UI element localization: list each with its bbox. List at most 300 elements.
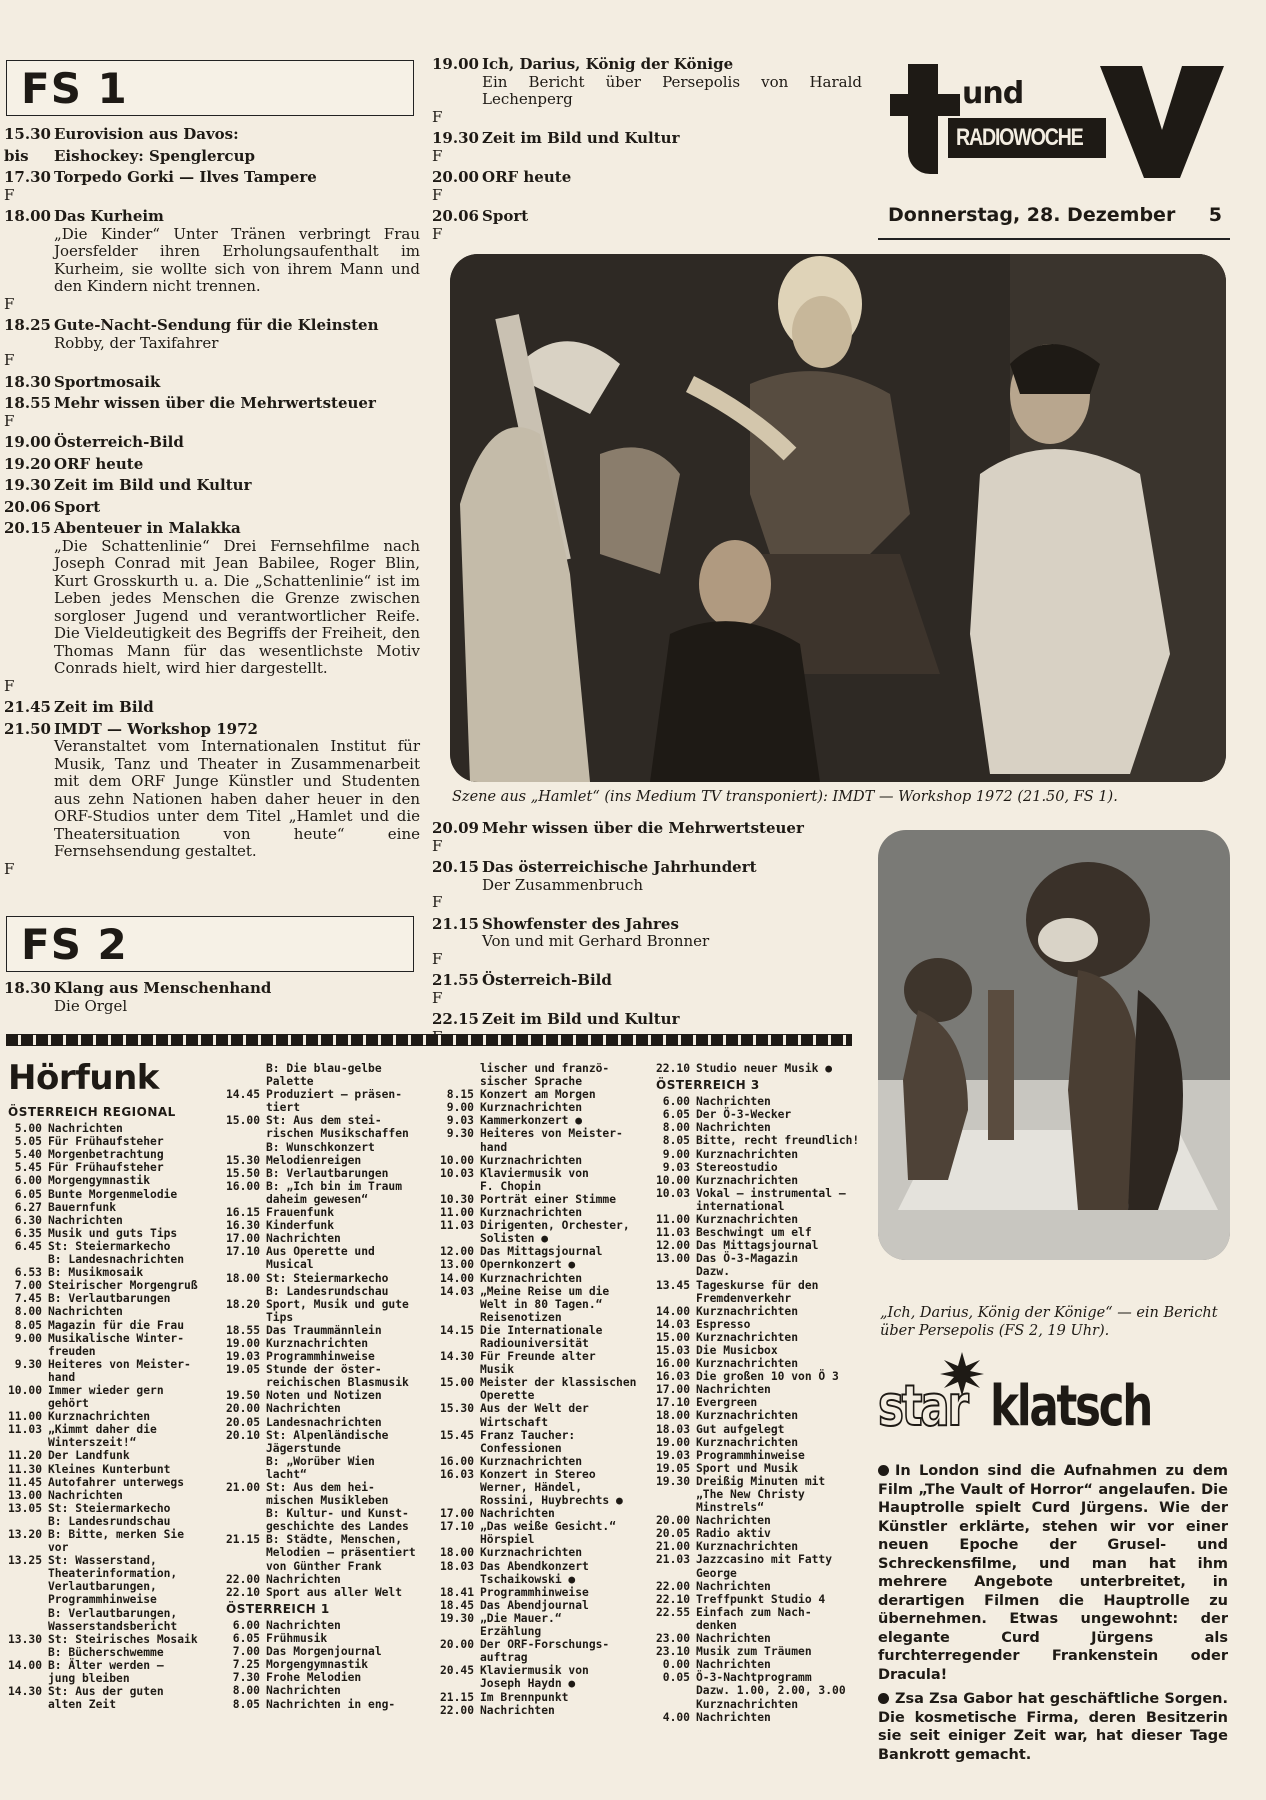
radio-program-row xyxy=(432,1664,644,1690)
program-flag: F xyxy=(4,676,15,695)
radio-program-title: Vokal – instrumental – international xyxy=(696,1186,846,1213)
radio-program-title: Das Mittagsjournal xyxy=(696,1239,819,1253)
program-title: Das österreichische Jahrhundert xyxy=(482,858,757,876)
program-time: 19.00 xyxy=(4,433,51,451)
radio-program-title: Klaviermusik von Joseph Haydn ● xyxy=(480,1664,589,1691)
radio-program-title: Porträt einer Stimme xyxy=(480,1192,617,1206)
radio-program-title: lischer und franzö- sischer Sprache xyxy=(480,1062,610,1089)
radio-program-title: Morgengymnastik xyxy=(266,1658,369,1672)
radio-program-time: 19.50 xyxy=(225,1389,260,1403)
radio-program-time: 12.00 xyxy=(655,1239,690,1253)
radio-program-title: St: Steiermarkecho B: Landesrundschau xyxy=(266,1271,389,1298)
radio-program-title: B: Älter werden – jung bleiben xyxy=(48,1658,164,1686)
radio-program-row xyxy=(218,1272,428,1298)
radio-program-row xyxy=(0,1135,214,1148)
radio-program-row xyxy=(648,1134,860,1147)
radio-program-time: 10.00 xyxy=(655,1173,690,1187)
logo-radiowoche: RADIOWOCHE xyxy=(956,124,1083,151)
radio-program-time: 9.30 xyxy=(14,1357,42,1371)
radio-program-title: Im Brennpunkt xyxy=(480,1690,569,1704)
radio-program-row xyxy=(218,1429,428,1481)
radio-program-time: 17.10 xyxy=(439,1520,474,1534)
radio-program-title: Nachrichten xyxy=(696,1658,771,1672)
radio-program-time: 22.00 xyxy=(439,1703,474,1717)
radio-program-time: 9.00 xyxy=(446,1101,474,1115)
radio-program-time: 17.10 xyxy=(655,1396,690,1410)
program-title: ORF heute xyxy=(482,168,572,186)
radio-program-time: 20.45 xyxy=(439,1664,474,1678)
radio-program-row xyxy=(432,1455,644,1468)
radio-program-time: 21.15 xyxy=(439,1690,474,1704)
radio-program-time: 8.05 xyxy=(232,1697,260,1711)
radio-program-time: 22.00 xyxy=(225,1572,260,1586)
program-time: 19.30 xyxy=(4,476,51,494)
starklatsch-logo xyxy=(878,1352,1230,1439)
program-time: 21.15 xyxy=(432,914,479,933)
radio-program-row xyxy=(218,1245,428,1271)
program-flag: F xyxy=(432,146,443,165)
radio-program-time: 16.00 xyxy=(225,1179,260,1193)
radio-program-time: 16.30 xyxy=(225,1219,260,1233)
radio-program-time: 8.15 xyxy=(446,1088,474,1102)
radio-program-time: 11.00 xyxy=(439,1206,474,1220)
page-number: 5 xyxy=(1208,204,1222,226)
radio-program-time: 15.45 xyxy=(439,1428,474,1442)
radio-program-time: 22.55 xyxy=(655,1605,690,1619)
radio-program-time: 14.03 xyxy=(655,1317,690,1331)
radio-program-title: Nachrichten xyxy=(696,1710,771,1724)
program-entry xyxy=(432,56,862,109)
radio-program-time: 13.20 xyxy=(7,1528,42,1541)
program-title: Showfenster des Jahres xyxy=(482,914,679,933)
radio-program-title: Morgengymnastik xyxy=(48,1174,151,1188)
radio-program-time: 18.00 xyxy=(439,1546,474,1560)
radio-program-row xyxy=(218,1350,428,1363)
radio-program-title: Sport, Musik und gute Tips xyxy=(266,1297,409,1324)
radio-program-time: 14.30 xyxy=(439,1350,474,1364)
radio-program-row xyxy=(218,1573,428,1586)
radio-program-title: Espresso xyxy=(696,1317,751,1331)
radio-program-row xyxy=(648,1148,860,1161)
radio-program-time: 8.00 xyxy=(662,1121,690,1135)
program-time: 21.50 xyxy=(4,719,51,738)
radio-program-row xyxy=(218,1062,428,1088)
hoerfunk-heading: Hörfunk xyxy=(8,1058,159,1098)
radio-program-title: Sport und Musik xyxy=(696,1461,799,1475)
program-body xyxy=(54,395,420,413)
radio-program-row xyxy=(218,1389,428,1402)
program-entry xyxy=(432,169,862,187)
program-entry xyxy=(4,477,420,495)
program-time: bis xyxy=(4,146,29,165)
radio-program-time: 6.00 xyxy=(14,1174,42,1188)
logo-letter-v xyxy=(1100,66,1224,178)
radio-program-title: Noten und Notizen xyxy=(266,1389,382,1403)
program-entry xyxy=(4,520,420,678)
radio-program-title: Kurznachrichten xyxy=(480,1153,583,1167)
radio-program-time: 8.05 xyxy=(14,1318,42,1332)
fs2-evening-program-list xyxy=(432,820,862,1050)
radio-program-time: 19.30 xyxy=(655,1474,690,1488)
program-title: Zeit im Bild und Kultur xyxy=(482,1010,680,1028)
radio-program-row xyxy=(648,1671,860,1710)
radio-program-time: 21.15 xyxy=(225,1533,260,1547)
header-rule xyxy=(878,238,1230,240)
program-entry xyxy=(4,374,420,392)
radio-program-row xyxy=(648,1062,860,1075)
radio-program-time: 18.03 xyxy=(655,1422,690,1436)
radio-program-time: 14.00 xyxy=(7,1658,42,1672)
program-title: Mehr wissen über die Mehrwertsteuer xyxy=(54,394,376,412)
radio-program-time: 7.25 xyxy=(232,1658,260,1672)
radio-station-heading: ÖSTERREICH REGIONAL xyxy=(8,1105,176,1119)
radio-program-title: Kurznachrichten xyxy=(696,1540,799,1554)
radio-program-row xyxy=(0,1476,214,1489)
radio-program-row xyxy=(648,1449,860,1462)
radio-program-title: Nachrichten xyxy=(266,1684,341,1698)
radio-program-time: 14.45 xyxy=(225,1088,260,1102)
radio-program-time: 20.00 xyxy=(655,1514,690,1528)
radio-program-time: 22.00 xyxy=(655,1579,690,1593)
radio-program-title: Musik und guts Tips xyxy=(48,1226,178,1240)
radio-program-row xyxy=(218,1114,428,1153)
radio-program-row xyxy=(432,1258,644,1271)
program-body xyxy=(54,317,420,352)
program-flag: F xyxy=(432,185,443,204)
radio-program-title: Der Ö-3-Wecker xyxy=(696,1108,792,1122)
radio-program-time: 15.00 xyxy=(655,1330,690,1344)
radio-program-title: Kurznachrichten xyxy=(696,1147,799,1161)
radio-program-row xyxy=(218,1154,428,1167)
radio-program-time: 6.45 xyxy=(14,1239,42,1253)
radio-program-time: 5.05 xyxy=(14,1135,42,1149)
radio-program-title: St: Aus dem hei- mischen Musikleben B: Kultur- und Kunst- geschichte des Landes xyxy=(266,1481,409,1534)
radio-program-title: Kleines Kunterbunt xyxy=(48,1462,171,1476)
radio-program-time: 23.10 xyxy=(655,1645,690,1659)
radio-program-time: 18.03 xyxy=(439,1559,474,1573)
radio-program-time: 22.10 xyxy=(225,1585,260,1599)
radio-program-title: Musik zum Träumen xyxy=(696,1645,812,1659)
radio-program-title: Nachrichten xyxy=(696,1514,771,1528)
radio-program-row xyxy=(648,1095,860,1108)
radio-program-title: Evergreen xyxy=(696,1396,758,1410)
radio-program-time: 11.45 xyxy=(7,1475,42,1489)
program-entry xyxy=(4,395,420,413)
program-body xyxy=(482,859,862,894)
radio-program-time: 9.03 xyxy=(662,1160,690,1174)
radio-program-title: Kurznachrichten xyxy=(696,1213,799,1227)
radio-program-title: Das Ö-3-Magazin Dazw. xyxy=(696,1252,799,1279)
program-body xyxy=(482,972,862,990)
radio-program-time: 5.00 xyxy=(14,1122,42,1136)
radio-program-title: Die Internationale Radiouniversität xyxy=(480,1323,603,1350)
radio-program-time: 19.30 xyxy=(439,1611,474,1625)
radio-program-time: 10.30 xyxy=(439,1192,474,1206)
radio-program-row xyxy=(218,1671,428,1684)
radio-program-time: 19.03 xyxy=(655,1448,690,1462)
program-entry xyxy=(4,499,420,517)
radio-program-row xyxy=(648,1161,860,1174)
radio-program-time: 14.03 xyxy=(439,1284,474,1298)
radio-program-row xyxy=(432,1219,644,1245)
program-flag: F xyxy=(4,294,15,313)
masthead-logo xyxy=(888,60,1228,186)
program-flag: F xyxy=(432,949,443,968)
radio-program-row xyxy=(432,1167,644,1193)
radio-program-time: 20.00 xyxy=(439,1638,474,1652)
program-time: 21.45 xyxy=(4,698,51,716)
program-time: 20.15 xyxy=(4,519,51,537)
radio-program-time: 5.45 xyxy=(14,1161,42,1175)
radio-program-time: 0.00 xyxy=(662,1658,690,1672)
radio-program-row xyxy=(218,1298,428,1324)
hoerfunk-column-2 xyxy=(218,1062,428,1711)
program-title: Zeit im Bild und Kultur xyxy=(54,476,252,494)
radio-program-title: Kurznachrichten xyxy=(480,1101,583,1115)
radio-program-row xyxy=(648,1409,860,1422)
radio-program-row xyxy=(0,1489,214,1502)
radio-program-title: Kinderfunk xyxy=(266,1219,335,1233)
radio-program-title: B: Musikmosaik xyxy=(48,1266,144,1280)
radio-program-row xyxy=(648,1174,860,1187)
radio-program-row xyxy=(218,1324,428,1337)
radio-program-time: 13.30 xyxy=(7,1632,42,1646)
radio-program-time: 10.03 xyxy=(655,1186,690,1200)
radio-program-time: 10.00 xyxy=(7,1383,42,1397)
starklatsch-paragraph xyxy=(878,1462,1228,1684)
radio-program-title: Nachrichten xyxy=(696,1579,771,1593)
program-entry xyxy=(432,820,862,838)
radio-program-row xyxy=(218,1698,428,1711)
radio-program-title: Der Landfunk xyxy=(48,1449,130,1463)
program-entry xyxy=(4,980,420,1015)
radio-program-title: Bauernfunk xyxy=(48,1200,117,1214)
radio-program-title: Nachrichten xyxy=(480,1507,555,1521)
radio-program-row xyxy=(432,1468,644,1507)
persepolis-griffin-photo xyxy=(878,830,1230,1260)
radio-program-row xyxy=(0,1214,214,1227)
radio-program-title: „Das weiße Gesicht.“ Hörspiel xyxy=(480,1520,617,1547)
radio-program-title: Autofahrer unterwegs xyxy=(48,1475,185,1489)
radio-program-time: 14.15 xyxy=(439,1323,474,1337)
radio-program-time: 19.00 xyxy=(655,1435,690,1449)
radio-program-row xyxy=(218,1586,428,1599)
radio-program-row xyxy=(648,1318,860,1331)
fs1-heading-box xyxy=(6,60,414,116)
program-flag: F xyxy=(432,893,443,911)
radio-program-row xyxy=(432,1704,644,1717)
radio-program-title: Frauenfunk xyxy=(266,1206,335,1220)
radio-program-row xyxy=(648,1344,860,1357)
radio-program-row xyxy=(218,1632,428,1645)
radio-program-time xyxy=(432,1062,480,1088)
radio-program-row xyxy=(0,1528,214,1554)
radio-program-row xyxy=(648,1423,860,1436)
radio-program-row xyxy=(648,1593,860,1606)
program-time: 18.30 xyxy=(4,372,51,391)
radio-program-title: Landesnachrichten xyxy=(266,1415,382,1429)
program-time: 18.55 xyxy=(4,394,51,412)
program-title: Sport xyxy=(54,497,101,516)
program-body xyxy=(482,56,862,109)
radio-program-time: 18.45 xyxy=(439,1598,474,1612)
radio-program-title: Gut aufgelegt xyxy=(696,1422,785,1436)
radio-program-time: 8.00 xyxy=(14,1305,42,1319)
radio-program-row xyxy=(218,1363,428,1389)
radio-program-title: Stunde der öster- reichischen Blasmusik xyxy=(266,1363,409,1390)
radio-program-title: Kurznachrichten xyxy=(696,1304,799,1318)
radio-program-row xyxy=(0,1188,214,1201)
radio-program-row xyxy=(218,1481,428,1533)
program-title: Eishockey: Spenglercup xyxy=(54,146,255,165)
radio-program-time: 21.03 xyxy=(655,1553,690,1567)
radio-program-time: 13.45 xyxy=(655,1278,690,1292)
radio-program-title: Morgenbetrachtung xyxy=(48,1148,164,1162)
radio-program-row xyxy=(218,1416,428,1429)
program-time: 20.06 xyxy=(432,207,479,225)
starklatsch-paragraph-text: Zsa Zsa Gabor hat geschäftliche Sorgen. Die kosmetische Firma, deren Besitzerin sie seit einiger Zeit war, hat dieser Tage Bankrott gemacht. xyxy=(878,1691,1228,1763)
program-description: „Die Kinder“ Unter Tränen verbringt Frau Joersfelder ihren Erholungsaufenthalt im Kurheim, sie wollte sich von ihrem Mann und den Kindern nicht trennen. xyxy=(54,224,420,295)
radio-program-row xyxy=(432,1324,644,1350)
radio-program-title: B: Verlautbarungen xyxy=(266,1166,389,1180)
radio-program-title: Nachrichten in eng- xyxy=(266,1697,396,1711)
program-title: Klang aus Menschenhand xyxy=(54,979,272,997)
radio-program-title: Beschwingt um elf xyxy=(696,1226,812,1240)
radio-program-title: Nachrichten xyxy=(696,1632,771,1646)
program-body xyxy=(54,169,420,187)
radio-program-title: Kurznachrichten xyxy=(480,1454,583,1468)
radio-program-row xyxy=(0,1384,214,1410)
radio-program-title: Kurznachrichten xyxy=(266,1336,369,1350)
radio-program-time: 16.00 xyxy=(439,1454,474,1468)
program-time: 19.30 xyxy=(432,129,479,147)
radio-program-title: Aus Operette und Musical xyxy=(266,1245,375,1272)
radio-program-title: Opernkonzert ● xyxy=(480,1258,576,1272)
radio-program-time: 14.30 xyxy=(7,1685,42,1699)
program-body xyxy=(54,126,420,144)
radio-program-time: 18.00 xyxy=(655,1409,690,1423)
radio-program-time: 17.00 xyxy=(655,1383,690,1397)
radio-program-row xyxy=(648,1226,860,1239)
radio-program-time: 8.00 xyxy=(232,1684,260,1698)
radio-program-time: 10.03 xyxy=(439,1166,474,1180)
radio-program-title: Kurznachrichten xyxy=(480,1206,583,1220)
starklatsch-paragraph xyxy=(878,1690,1228,1764)
radio-program-title: Studio neuer Musik ● xyxy=(696,1062,833,1075)
radio-program-title: Nachrichten xyxy=(48,1122,123,1136)
radio-program-row xyxy=(648,1187,860,1213)
program-flag: F xyxy=(4,351,15,369)
radio-program-time: 13.00 xyxy=(439,1258,474,1272)
radio-program-title: Nachrichten xyxy=(266,1572,341,1586)
radio-program-time: 8.05 xyxy=(662,1134,690,1148)
radio-program-time: 6.53 xyxy=(14,1266,42,1280)
radio-station-heading: ÖSTERREICH 3 xyxy=(656,1078,760,1093)
radio-program-title: Nachrichten xyxy=(266,1402,341,1416)
radio-program-row xyxy=(218,1219,428,1232)
program-body xyxy=(54,721,420,861)
radio-program-title: Konzert in Stereo Werner, Händel, Rossini, Huybrechts ● xyxy=(480,1467,623,1508)
program-entry xyxy=(432,972,862,990)
program-time: 20.15 xyxy=(432,858,479,876)
radio-program-row xyxy=(432,1154,644,1167)
radio-program-row xyxy=(432,1088,644,1101)
radio-program-title: Ö-3-Nachtprogramm Dazw. 1.00, 2.00, 3.00 Kurznachrichten xyxy=(696,1671,846,1711)
program-title: Ich, Darius, König der Könige xyxy=(482,55,734,73)
radio-program-time: 18.41 xyxy=(439,1585,474,1599)
radio-program-title: Tageskurse für den Fremdenverkehr xyxy=(696,1278,819,1305)
radio-program-title: Für Freunde alter Musik xyxy=(480,1350,596,1377)
radio-program-time: 17.00 xyxy=(439,1507,474,1521)
program-title: Eurovision aus Davos: xyxy=(54,125,239,143)
radio-program-title: Kurznachrichten xyxy=(480,1546,583,1560)
radio-program-title: Stereostudio xyxy=(696,1160,778,1174)
program-description: „Die Schattenlinie“ Drei Fernsehfilme nach Joseph Conrad mit Jean Babilee, Roger Blin, Kurt Grosskurth u. a. Die „Schattenlinie“ ist im Leben jedes Menschen die Grenze zwischen sorgloser Jugend und verantwortlicher Reife. Die Vieldeutigkeit des Begriffs der Freiheit, den Thomas Mann für das wesentlichste Motiv Conrads hielt, wird hier dargestellt. xyxy=(54,536,420,677)
program-body xyxy=(54,499,420,517)
radio-program-title: Nachrichten xyxy=(696,1383,771,1397)
radio-program-time: 22.10 xyxy=(655,1062,690,1075)
radio-program-title: Kurznachrichten xyxy=(480,1271,583,1285)
radio-program-row xyxy=(432,1114,644,1127)
radio-program-time: 16.00 xyxy=(655,1357,690,1371)
radio-program-row xyxy=(0,1266,214,1279)
radio-program-row xyxy=(432,1612,644,1638)
radio-program-title: B: Städte, Menschen, Melodien – präsentiert von Günther Frank xyxy=(266,1533,416,1573)
hamlet-scene-photo xyxy=(450,254,1226,782)
radio-program-title: Dirigenten, Orchester, Solisten ● xyxy=(480,1219,630,1246)
radio-program-row xyxy=(0,1305,214,1318)
hoerfunk-column-4 xyxy=(648,1062,860,1724)
radio-program-row xyxy=(432,1402,644,1428)
radio-program-title: Frühmusik xyxy=(266,1632,328,1646)
program-body xyxy=(482,208,862,226)
program-time: 19.20 xyxy=(4,454,51,473)
radio-program-title: Frohe Melodien xyxy=(266,1671,362,1685)
radio-program-title: Kammerkonzert ● xyxy=(480,1114,583,1128)
program-entry xyxy=(432,208,862,226)
radio-program-title: „Die Mauer.“ Erzählung xyxy=(480,1611,562,1639)
radio-program-title: Kurznachrichten xyxy=(696,1357,799,1371)
program-body xyxy=(54,456,420,474)
radio-program-row xyxy=(0,1201,214,1214)
radio-program-row xyxy=(218,1167,428,1180)
radio-program-title: St: Wasserstand, Theaterinformation, Verlautbarungen, Programmhinweise B: Verlautbarungen, Wasserstandsbericht xyxy=(48,1554,178,1633)
radio-program-row xyxy=(432,1546,644,1559)
program-time: 15.30 xyxy=(4,125,51,143)
radio-program-title: Produziert – präsen- tiert xyxy=(266,1088,403,1115)
radio-program-row xyxy=(432,1285,644,1324)
program-entry xyxy=(4,721,420,861)
radio-program-row xyxy=(0,1554,214,1633)
radio-program-time: 18.00 xyxy=(225,1271,260,1285)
radio-program-title: Die großen 10 von Ö 3 xyxy=(696,1370,839,1384)
program-time: 22.15 xyxy=(432,1010,479,1028)
program-description: Der Zusammenbruch xyxy=(482,875,644,894)
program-body xyxy=(54,148,420,166)
radio-program-title: Kurznachrichten xyxy=(696,1173,799,1187)
program-body xyxy=(54,520,420,678)
radio-program-time: 9.03 xyxy=(446,1114,474,1128)
radio-program-row xyxy=(432,1507,644,1520)
hoerfunk-column-1 xyxy=(0,1102,214,1711)
radio-program-title: Franz Taucher: Confessionen xyxy=(480,1428,576,1455)
radio-program-row xyxy=(0,1227,214,1240)
radio-program-row xyxy=(0,1292,214,1305)
radio-program-row xyxy=(648,1108,860,1121)
radio-program-time: 10.00 xyxy=(439,1153,474,1167)
radio-program-time: 6.05 xyxy=(14,1187,42,1201)
radio-program-title: Der ORF-Forschungs- auftrag xyxy=(480,1638,610,1665)
